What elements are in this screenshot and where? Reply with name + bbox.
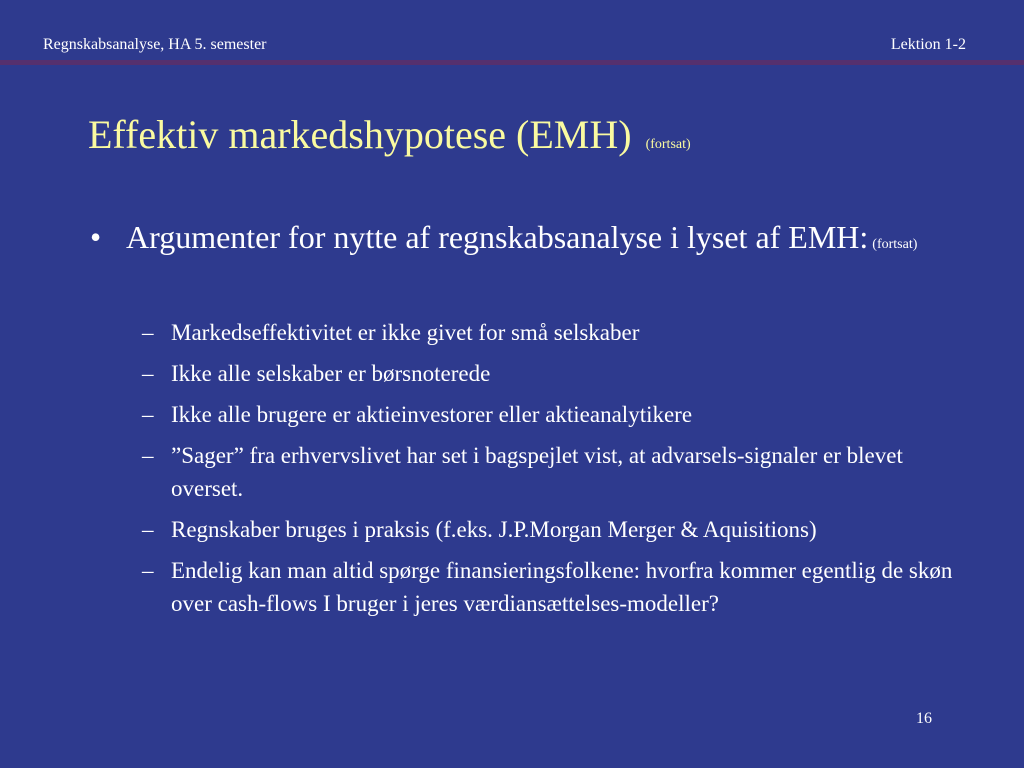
main-bullet — [90, 216, 970, 266]
main-bullet-suffix: (fortsat) — [872, 237, 918, 252]
slide-title-main: Effektiv markedshypotese (EMH) — [88, 112, 632, 157]
sub-bullet-text: ”Sager” fra erhvervslivet har set i bagspejlet vist, at advarsels-signaler er blevet overset. — [171, 443, 903, 501]
sub-bullet-dash: – — [142, 402, 154, 427]
sub-bullet-item — [142, 398, 962, 431]
page-number: 16 — [916, 710, 932, 727]
slide-title — [88, 112, 691, 168]
sub-bullet-item — [142, 513, 962, 546]
sub-bullet-dash: – — [142, 361, 154, 386]
header-lesson-label: Lektion 1-2 — [890, 36, 966, 53]
sub-bullet-text: Regnskaber bruges i praksis (f.eks. J.P.Morgan Merger & Aquisitions) — [171, 517, 817, 542]
sub-bullet-item — [142, 439, 962, 505]
sub-bullet-text: Endelig kan man altid spørge finansieringsfolkene: hvorfra kommer egentlig de skøn over cash-flows I bruger i jeres værdiansættelses-modeller? — [171, 558, 953, 616]
sub-bullet-list — [142, 316, 962, 628]
sub-bullet-item — [142, 554, 962, 620]
bullet-symbol: • — [90, 219, 102, 255]
sub-bullet-dash: – — [142, 517, 154, 542]
header-divider — [0, 60, 1024, 65]
sub-bullet-text: Ikke alle brugere er aktieinvestorer eller aktieanalytikere — [171, 402, 693, 427]
sub-bullet-dash: – — [142, 320, 154, 345]
sub-bullet-item — [142, 357, 962, 390]
main-bullet-text-wrap — [126, 216, 970, 266]
sub-bullet-text: Ikke alle selskaber er børsnoterede — [171, 361, 491, 386]
sub-bullet-dash: – — [142, 443, 154, 468]
sub-bullet-text: Markedseffektivitet er ikke givet for små selskaber — [171, 320, 640, 345]
header-course-title: Regnskabsanalyse, HA 5. semester — [43, 36, 267, 53]
slide-title-suffix: (fortsat) — [645, 137, 691, 152]
sub-bullet-dash: – — [142, 558, 154, 583]
sub-bullet-item — [142, 316, 962, 349]
main-bullet-text: Argumenter for nytte af regnskabsanalyse i lyset af EMH: — [126, 219, 869, 255]
